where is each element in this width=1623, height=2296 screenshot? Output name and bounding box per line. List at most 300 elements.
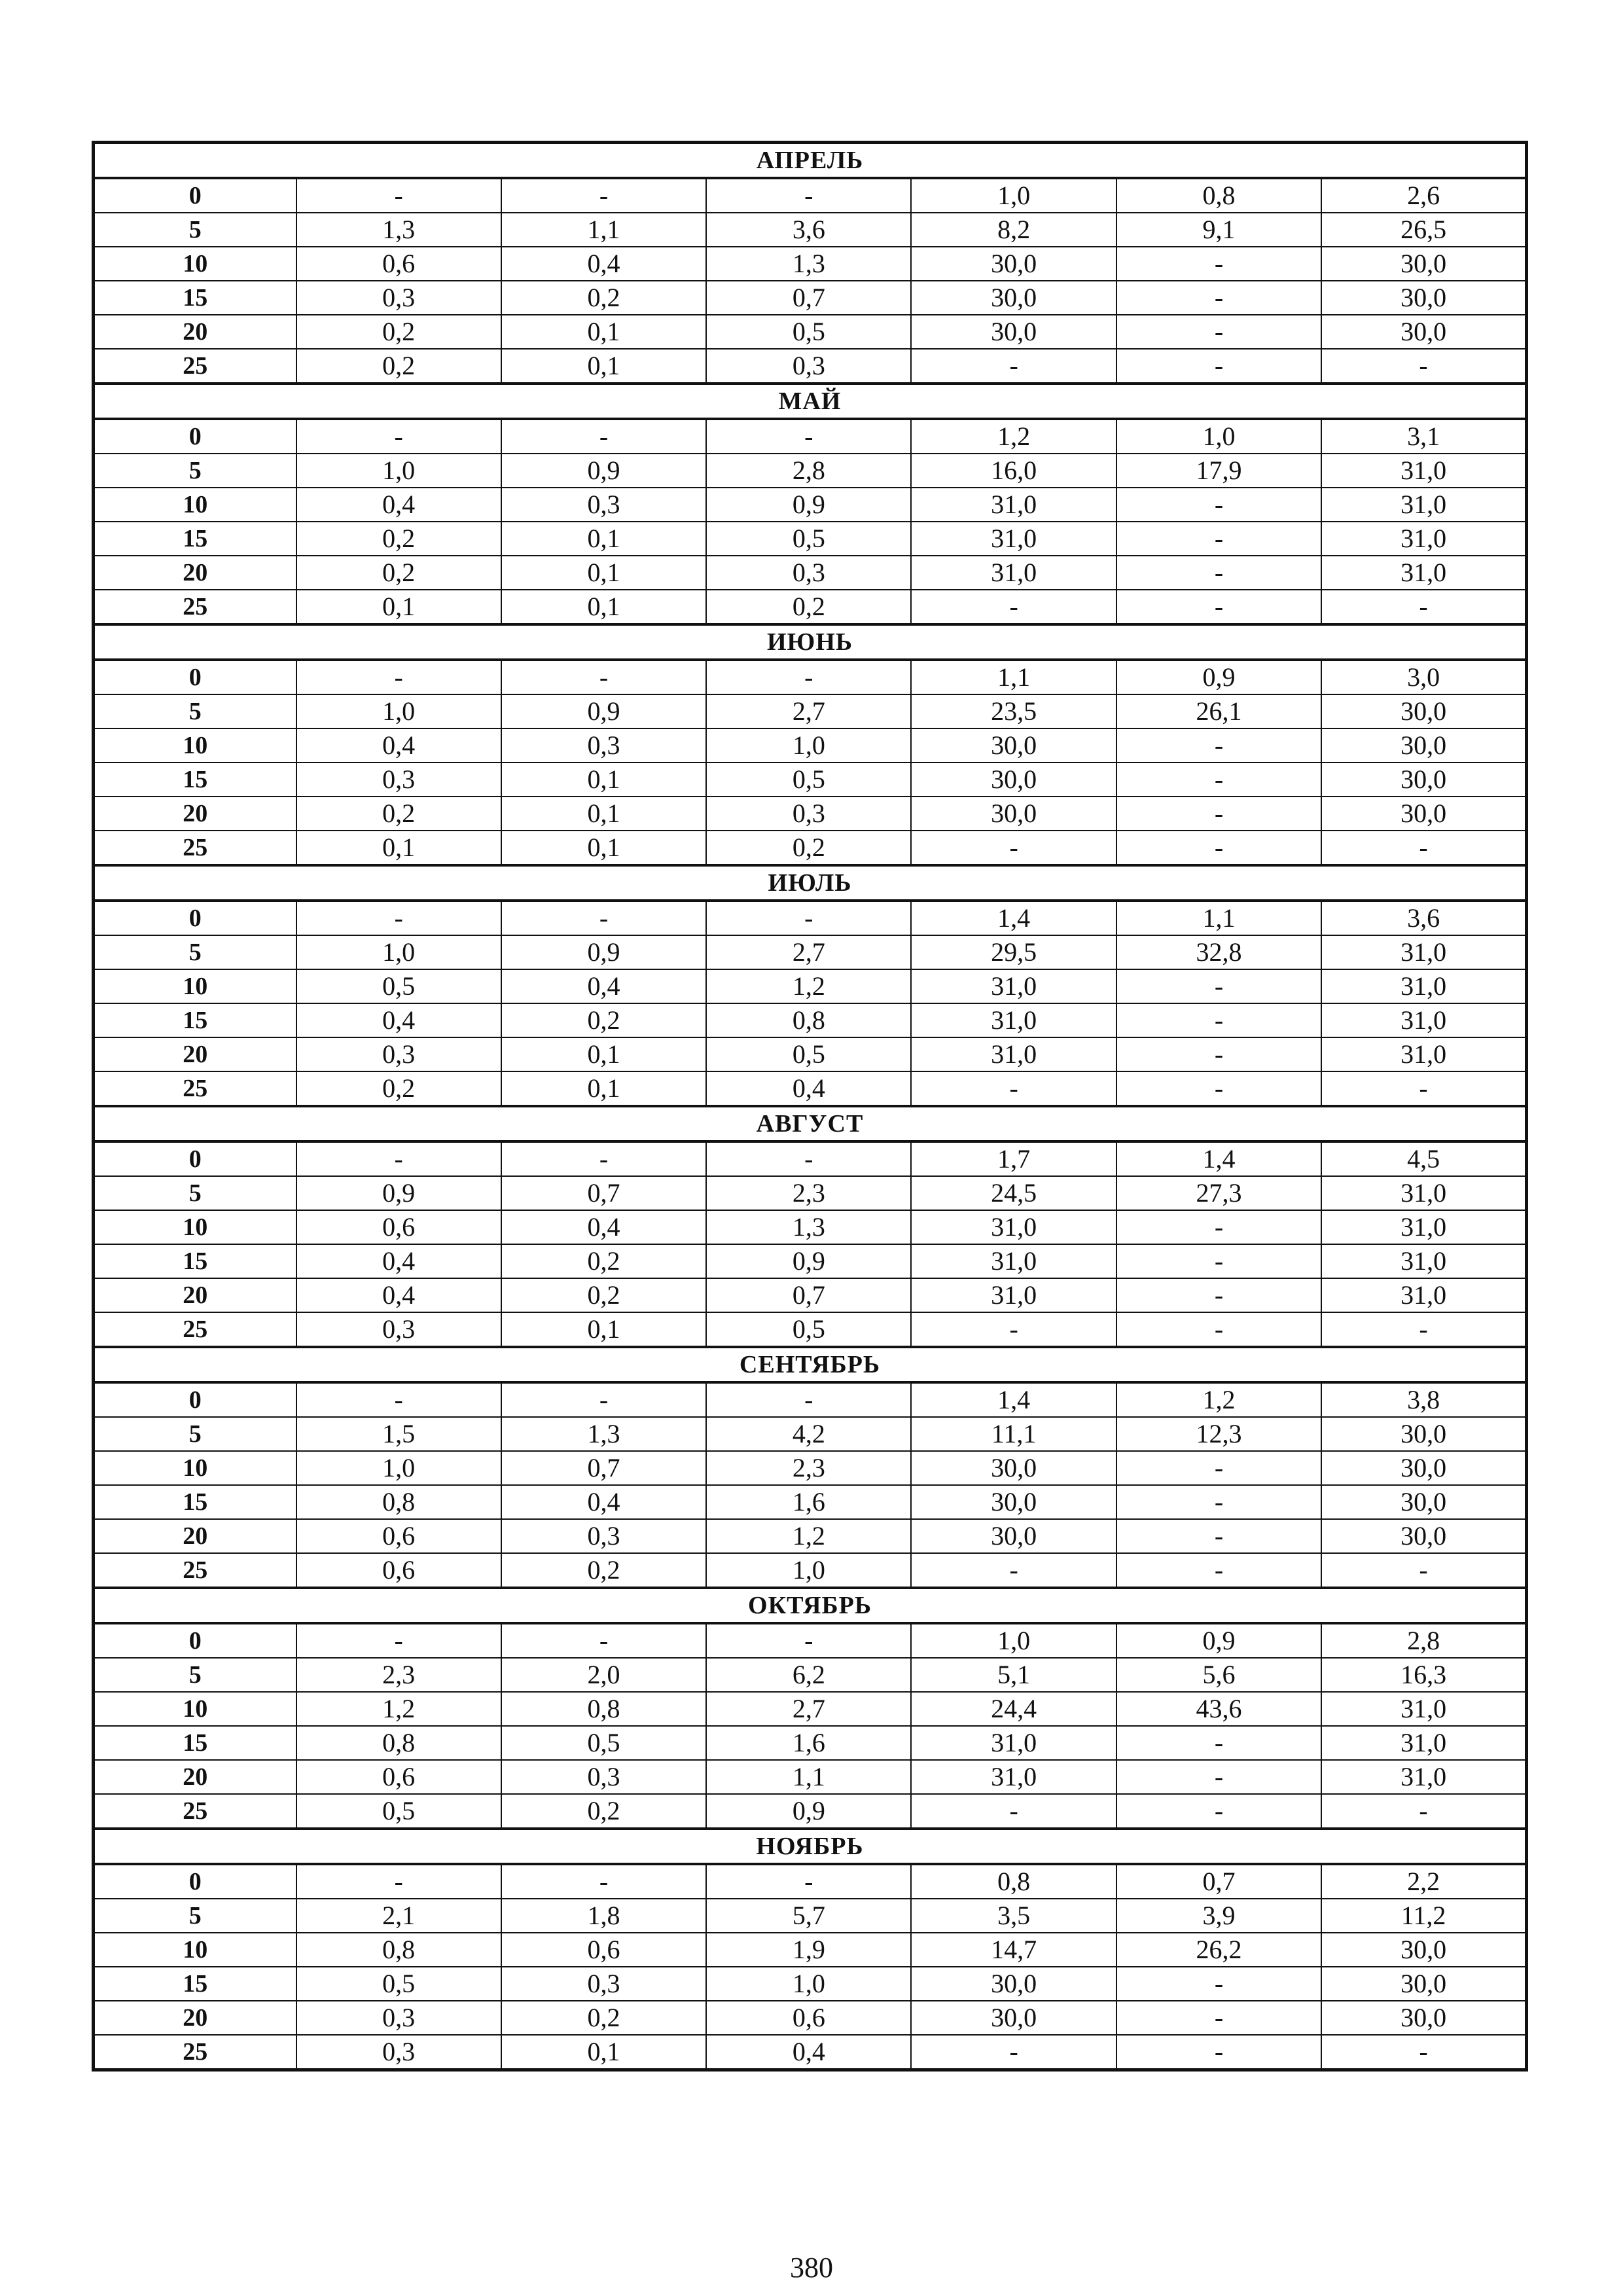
- value-cell: 0,1: [501, 797, 706, 831]
- depth-cell: 15: [94, 1726, 296, 1760]
- month-header-row: [94, 1829, 1527, 1864]
- value-cell: 30,0: [1321, 1933, 1526, 1967]
- value-cell: -: [1116, 1037, 1321, 1071]
- depth-cell: 25: [94, 831, 296, 865]
- value-cell: 0,1: [501, 1037, 706, 1071]
- value-cell: -: [1116, 1210, 1321, 1244]
- value-cell: 30,0: [1321, 1967, 1526, 2001]
- value-cell: 2,2: [1321, 1864, 1526, 1899]
- depth-cell: 20: [94, 556, 296, 590]
- value-cell: -: [1116, 1760, 1321, 1794]
- value-cell: 26,5: [1321, 213, 1526, 247]
- value-cell: 0,3: [501, 1760, 706, 1794]
- table-row: [94, 831, 1527, 865]
- value-cell: 1,0: [296, 694, 501, 728]
- value-cell: 0,6: [296, 1760, 501, 1794]
- value-cell: 0,6: [296, 1553, 501, 1588]
- value-cell: 30,0: [1321, 315, 1526, 349]
- value-cell: -: [1116, 969, 1321, 1003]
- value-cell: 2,3: [296, 1658, 501, 1692]
- value-cell: 1,0: [706, 1553, 911, 1588]
- value-cell: 1,1: [501, 213, 706, 247]
- table-row: [94, 590, 1527, 624]
- depth-cell: 10: [94, 1933, 296, 1967]
- value-cell: 31,0: [1321, 1278, 1526, 1312]
- value-cell: 0,6: [706, 2001, 911, 2035]
- depth-cell: 20: [94, 2001, 296, 2035]
- value-cell: 0,2: [501, 1244, 706, 1278]
- value-cell: 16,3: [1321, 1658, 1526, 1692]
- value-cell: 4,2: [706, 1417, 911, 1451]
- value-cell: -: [1116, 1244, 1321, 1278]
- value-cell: 0,2: [501, 2001, 706, 2035]
- value-cell: 1,2: [296, 1692, 501, 1726]
- value-cell: 0,1: [501, 762, 706, 797]
- value-cell: 1,6: [706, 1726, 911, 1760]
- value-cell: 1,4: [911, 1382, 1116, 1417]
- depth-cell: 25: [94, 1312, 296, 1347]
- value-cell: 2,0: [501, 1658, 706, 1692]
- depth-cell: 15: [94, 1485, 296, 1519]
- value-cell: 1,2: [1116, 1382, 1321, 1417]
- value-cell: -: [296, 178, 501, 213]
- value-cell: 1,2: [706, 1519, 911, 1553]
- value-cell: 31,0: [1321, 969, 1526, 1003]
- value-cell: 16,0: [911, 454, 1116, 488]
- value-cell: -: [706, 1382, 911, 1417]
- depth-cell: 0: [94, 1864, 296, 1899]
- value-cell: 0,1: [296, 831, 501, 865]
- value-cell: 0,9: [706, 1794, 911, 1829]
- value-cell: 0,7: [1116, 1864, 1321, 1899]
- value-cell: 0,3: [296, 762, 501, 797]
- depth-cell: 10: [94, 247, 296, 281]
- value-cell: 30,0: [911, 1519, 1116, 1553]
- value-cell: -: [1116, 247, 1321, 281]
- depth-cell: 20: [94, 797, 296, 831]
- value-cell: 0,2: [296, 797, 501, 831]
- table-row: [94, 1071, 1527, 1106]
- value-cell: 29,5: [911, 935, 1116, 969]
- table-row: [94, 1451, 1527, 1485]
- value-cell: 31,0: [911, 1210, 1116, 1244]
- value-cell: -: [911, 1312, 1116, 1347]
- table-row: [94, 1794, 1527, 1829]
- value-cell: 12,3: [1116, 1417, 1321, 1451]
- depth-cell: 15: [94, 281, 296, 315]
- value-cell: 1,4: [1116, 1141, 1321, 1176]
- value-cell: 2,8: [706, 454, 911, 488]
- value-cell: 1,4: [911, 901, 1116, 935]
- value-cell: 1,7: [911, 1141, 1116, 1176]
- value-cell: 0,2: [296, 556, 501, 590]
- table-row: [94, 762, 1527, 797]
- value-cell: 31,0: [1321, 454, 1526, 488]
- value-cell: 0,5: [296, 969, 501, 1003]
- value-cell: -: [1116, 1794, 1321, 1829]
- month-title: ИЮЛЬ: [94, 865, 1527, 901]
- value-cell: 5,6: [1116, 1658, 1321, 1692]
- value-cell: -: [1116, 1519, 1321, 1553]
- value-cell: 30,0: [1321, 2001, 1526, 2035]
- depth-cell: 20: [94, 1760, 296, 1794]
- value-cell: 0,3: [501, 488, 706, 522]
- value-cell: 31,0: [911, 488, 1116, 522]
- value-cell: -: [296, 1382, 501, 1417]
- value-cell: 2,6: [1321, 178, 1526, 213]
- value-cell: 0,4: [296, 488, 501, 522]
- value-cell: 11,1: [911, 1417, 1116, 1451]
- value-cell: 1,3: [706, 247, 911, 281]
- value-cell: 31,0: [911, 1278, 1116, 1312]
- value-cell: 11,2: [1321, 1899, 1526, 1933]
- value-cell: -: [911, 590, 1116, 624]
- value-cell: 24,5: [911, 1176, 1116, 1210]
- month-header-row: [94, 1347, 1527, 1382]
- value-cell: 0,3: [296, 1037, 501, 1071]
- value-cell: 24,4: [911, 1692, 1116, 1726]
- value-cell: -: [1116, 315, 1321, 349]
- monthly-data-table: [92, 141, 1528, 2072]
- value-cell: -: [1321, 590, 1526, 624]
- value-cell: 32,8: [1116, 935, 1321, 969]
- value-cell: 31,0: [1321, 556, 1526, 590]
- value-cell: 0,3: [501, 1519, 706, 1553]
- value-cell: 0,5: [706, 315, 911, 349]
- value-cell: 0,1: [501, 315, 706, 349]
- depth-cell: 15: [94, 1003, 296, 1037]
- value-cell: 0,2: [501, 281, 706, 315]
- value-cell: -: [501, 1382, 706, 1417]
- value-cell: -: [706, 1864, 911, 1899]
- month-title: АПРЕЛЬ: [94, 143, 1527, 179]
- value-cell: 0,6: [501, 1933, 706, 1967]
- value-cell: 0,5: [296, 1794, 501, 1829]
- value-cell: 0,9: [501, 694, 706, 728]
- value-cell: -: [1116, 762, 1321, 797]
- depth-cell: 5: [94, 694, 296, 728]
- table-row: [94, 797, 1527, 831]
- month-header-row: [94, 1106, 1527, 1141]
- value-cell: 2,8: [1321, 1623, 1526, 1658]
- value-cell: 30,0: [1321, 1485, 1526, 1519]
- value-cell: 0,9: [296, 1176, 501, 1210]
- table-row: [94, 315, 1527, 349]
- value-cell: 30,0: [911, 281, 1116, 315]
- value-cell: -: [1321, 1553, 1526, 1588]
- value-cell: 1,0: [296, 454, 501, 488]
- value-cell: -: [706, 1623, 911, 1658]
- value-cell: 31,0: [911, 522, 1116, 556]
- value-cell: 0,7: [706, 1278, 911, 1312]
- value-cell: -: [1116, 1071, 1321, 1106]
- depth-cell: 0: [94, 1623, 296, 1658]
- value-cell: -: [296, 901, 501, 935]
- value-cell: 2,3: [706, 1451, 911, 1485]
- value-cell: 0,4: [296, 1003, 501, 1037]
- value-cell: -: [1116, 1726, 1321, 1760]
- value-cell: 0,8: [501, 1692, 706, 1726]
- depth-cell: 5: [94, 454, 296, 488]
- depth-cell: 20: [94, 1519, 296, 1553]
- value-cell: 31,0: [1321, 1244, 1526, 1278]
- value-cell: 30,0: [1321, 762, 1526, 797]
- value-cell: 0,2: [296, 315, 501, 349]
- depth-cell: 25: [94, 1071, 296, 1106]
- value-cell: 0,9: [706, 488, 911, 522]
- page-number: 380: [790, 2251, 833, 2284]
- table-row: [94, 1658, 1527, 1692]
- month-title: МАЙ: [94, 384, 1527, 419]
- value-cell: -: [501, 1623, 706, 1658]
- depth-cell: 5: [94, 1417, 296, 1451]
- value-cell: 0,1: [501, 590, 706, 624]
- depth-cell: 0: [94, 178, 296, 213]
- table-row: [94, 901, 1527, 935]
- value-cell: 0,4: [706, 2035, 911, 2070]
- depth-cell: 15: [94, 1967, 296, 2001]
- value-cell: 1,2: [911, 419, 1116, 454]
- value-cell: 1,3: [501, 1417, 706, 1451]
- value-cell: 0,9: [1116, 660, 1321, 694]
- value-cell: 0,2: [501, 1794, 706, 1829]
- value-cell: -: [911, 1794, 1116, 1829]
- value-cell: 31,0: [911, 969, 1116, 1003]
- depth-cell: 5: [94, 1899, 296, 1933]
- value-cell: 2,7: [706, 935, 911, 969]
- table-row: [94, 1141, 1527, 1176]
- table-row: [94, 1864, 1527, 1899]
- value-cell: 30,0: [1321, 247, 1526, 281]
- value-cell: -: [1116, 1312, 1321, 1347]
- value-cell: 30,0: [911, 1451, 1116, 1485]
- value-cell: 9,1: [1116, 213, 1321, 247]
- table-row: [94, 1244, 1527, 1278]
- month-title: НОЯБРЬ: [94, 1829, 1527, 1864]
- value-cell: 1,0: [296, 935, 501, 969]
- value-cell: 1,2: [706, 969, 911, 1003]
- table-row: [94, 1760, 1527, 1794]
- value-cell: 31,0: [911, 1726, 1116, 1760]
- table-row: [94, 1382, 1527, 1417]
- value-cell: -: [1321, 1071, 1526, 1106]
- table-row: [94, 213, 1527, 247]
- value-cell: 0,1: [296, 590, 501, 624]
- value-cell: -: [706, 901, 911, 935]
- value-cell: -: [296, 419, 501, 454]
- value-cell: 30,0: [911, 797, 1116, 831]
- depth-cell: 25: [94, 590, 296, 624]
- value-cell: -: [911, 2035, 1116, 2070]
- value-cell: -: [911, 349, 1116, 384]
- value-cell: 0,4: [501, 1210, 706, 1244]
- value-cell: -: [1116, 522, 1321, 556]
- month-header-row: [94, 865, 1527, 901]
- value-cell: 0,4: [296, 1244, 501, 1278]
- depth-cell: 20: [94, 315, 296, 349]
- value-cell: 1,3: [296, 213, 501, 247]
- value-cell: 31,0: [1321, 1760, 1526, 1794]
- value-cell: 0,9: [501, 454, 706, 488]
- table-row: [94, 522, 1527, 556]
- value-cell: -: [1116, 1967, 1321, 2001]
- value-cell: 0,3: [706, 349, 911, 384]
- depth-cell: 25: [94, 349, 296, 384]
- month-title: ИЮНЬ: [94, 624, 1527, 660]
- value-cell: 31,0: [911, 556, 1116, 590]
- value-cell: 0,3: [501, 1967, 706, 2001]
- depth-cell: 5: [94, 935, 296, 969]
- value-cell: 0,2: [296, 522, 501, 556]
- value-cell: -: [1116, 797, 1321, 831]
- depth-cell: 10: [94, 1210, 296, 1244]
- table-row: [94, 1726, 1527, 1760]
- value-cell: 0,8: [296, 1726, 501, 1760]
- value-cell: 0,3: [296, 2001, 501, 2035]
- depth-cell: 0: [94, 1141, 296, 1176]
- value-cell: 0,4: [501, 1485, 706, 1519]
- value-cell: -: [501, 178, 706, 213]
- value-cell: 30,0: [911, 1967, 1116, 2001]
- table-row: [94, 247, 1527, 281]
- value-cell: 0,5: [501, 1726, 706, 1760]
- depth-cell: 5: [94, 1658, 296, 1692]
- depth-cell: 10: [94, 1692, 296, 1726]
- value-cell: 1,0: [706, 1967, 911, 2001]
- value-cell: 0,1: [501, 831, 706, 865]
- value-cell: 8,2: [911, 213, 1116, 247]
- value-cell: -: [1116, 728, 1321, 762]
- value-cell: 0,7: [501, 1451, 706, 1485]
- table-row: [94, 660, 1527, 694]
- value-cell: 1,6: [706, 1485, 911, 1519]
- value-cell: 0,4: [501, 969, 706, 1003]
- value-cell: 31,0: [1321, 1003, 1526, 1037]
- value-cell: 0,8: [911, 1864, 1116, 1899]
- value-cell: 0,3: [296, 281, 501, 315]
- value-cell: -: [1116, 556, 1321, 590]
- table-row: [94, 1417, 1527, 1451]
- value-cell: 0,1: [501, 349, 706, 384]
- value-cell: -: [501, 1141, 706, 1176]
- value-cell: 0,7: [706, 281, 911, 315]
- value-cell: -: [296, 1864, 501, 1899]
- table-row: [94, 1176, 1527, 1210]
- value-cell: 0,2: [501, 1553, 706, 1588]
- value-cell: 0,1: [501, 1071, 706, 1106]
- value-cell: -: [706, 660, 911, 694]
- value-cell: 26,2: [1116, 1933, 1321, 1967]
- value-cell: -: [1116, 1553, 1321, 1588]
- value-cell: 0,1: [501, 556, 706, 590]
- value-cell: 3,9: [1116, 1899, 1321, 1933]
- value-cell: 0,8: [706, 1003, 911, 1037]
- value-cell: 0,9: [501, 935, 706, 969]
- table-row: [94, 419, 1527, 454]
- month-title: ОКТЯБРЬ: [94, 1588, 1527, 1623]
- table-row: [94, 1278, 1527, 1312]
- value-cell: 0,9: [706, 1244, 911, 1278]
- value-cell: -: [1321, 349, 1526, 384]
- value-cell: 43,6: [1116, 1692, 1321, 1726]
- value-cell: -: [1116, 488, 1321, 522]
- value-cell: 30,0: [911, 315, 1116, 349]
- value-cell: 31,0: [911, 1037, 1116, 1071]
- value-cell: -: [1321, 2035, 1526, 2070]
- table-row: [94, 1037, 1527, 1071]
- table-row: [94, 1899, 1527, 1933]
- value-cell: 0,7: [501, 1176, 706, 1210]
- value-cell: 1,1: [911, 660, 1116, 694]
- value-cell: 0,5: [296, 1967, 501, 2001]
- value-cell: 0,5: [706, 522, 911, 556]
- table-row: [94, 728, 1527, 762]
- value-cell: 30,0: [911, 1485, 1116, 1519]
- value-cell: -: [706, 419, 911, 454]
- value-cell: 0,1: [501, 1312, 706, 1347]
- value-cell: 31,0: [1321, 1037, 1526, 1071]
- value-cell: 31,0: [1321, 1210, 1526, 1244]
- value-cell: 0,2: [501, 1003, 706, 1037]
- value-cell: -: [501, 660, 706, 694]
- value-cell: 1,3: [706, 1210, 911, 1244]
- value-cell: 0,2: [501, 1278, 706, 1312]
- table-row: [94, 935, 1527, 969]
- value-cell: 14,7: [911, 1933, 1116, 1967]
- value-cell: -: [1116, 590, 1321, 624]
- value-cell: -: [501, 419, 706, 454]
- value-cell: 0,1: [501, 2035, 706, 2070]
- value-cell: 27,3: [1116, 1176, 1321, 1210]
- value-cell: 0,2: [296, 349, 501, 384]
- value-cell: 17,9: [1116, 454, 1321, 488]
- value-cell: 31,0: [1321, 1692, 1526, 1726]
- value-cell: -: [706, 178, 911, 213]
- value-cell: 31,0: [1321, 488, 1526, 522]
- value-cell: 1,8: [501, 1899, 706, 1933]
- month-header-row: [94, 384, 1527, 419]
- value-cell: 30,0: [1321, 694, 1526, 728]
- value-cell: 0,6: [296, 1210, 501, 1244]
- value-cell: -: [1116, 831, 1321, 865]
- depth-cell: 5: [94, 1176, 296, 1210]
- value-cell: 4,5: [1321, 1141, 1526, 1176]
- value-cell: 31,0: [1321, 522, 1526, 556]
- value-cell: 0,6: [296, 1519, 501, 1553]
- value-cell: -: [1116, 1278, 1321, 1312]
- depth-cell: 0: [94, 660, 296, 694]
- table-row: [94, 1312, 1527, 1347]
- value-cell: 30,0: [911, 728, 1116, 762]
- table-row: [94, 349, 1527, 384]
- value-cell: 1,0: [1116, 419, 1321, 454]
- value-cell: 0,8: [1116, 178, 1321, 213]
- value-cell: 1,0: [911, 1623, 1116, 1658]
- value-cell: 30,0: [911, 762, 1116, 797]
- month-header-row: [94, 143, 1527, 179]
- table-row: [94, 1933, 1527, 1967]
- depth-cell: 20: [94, 1278, 296, 1312]
- value-cell: 30,0: [911, 247, 1116, 281]
- depth-cell: 15: [94, 522, 296, 556]
- value-cell: -: [1116, 2001, 1321, 2035]
- value-cell: 30,0: [1321, 1451, 1526, 1485]
- value-cell: 30,0: [911, 2001, 1116, 2035]
- table-row: [94, 1210, 1527, 1244]
- value-cell: 3,0: [1321, 660, 1526, 694]
- value-cell: 0,9: [1116, 1623, 1321, 1658]
- value-cell: 0,5: [706, 1037, 911, 1071]
